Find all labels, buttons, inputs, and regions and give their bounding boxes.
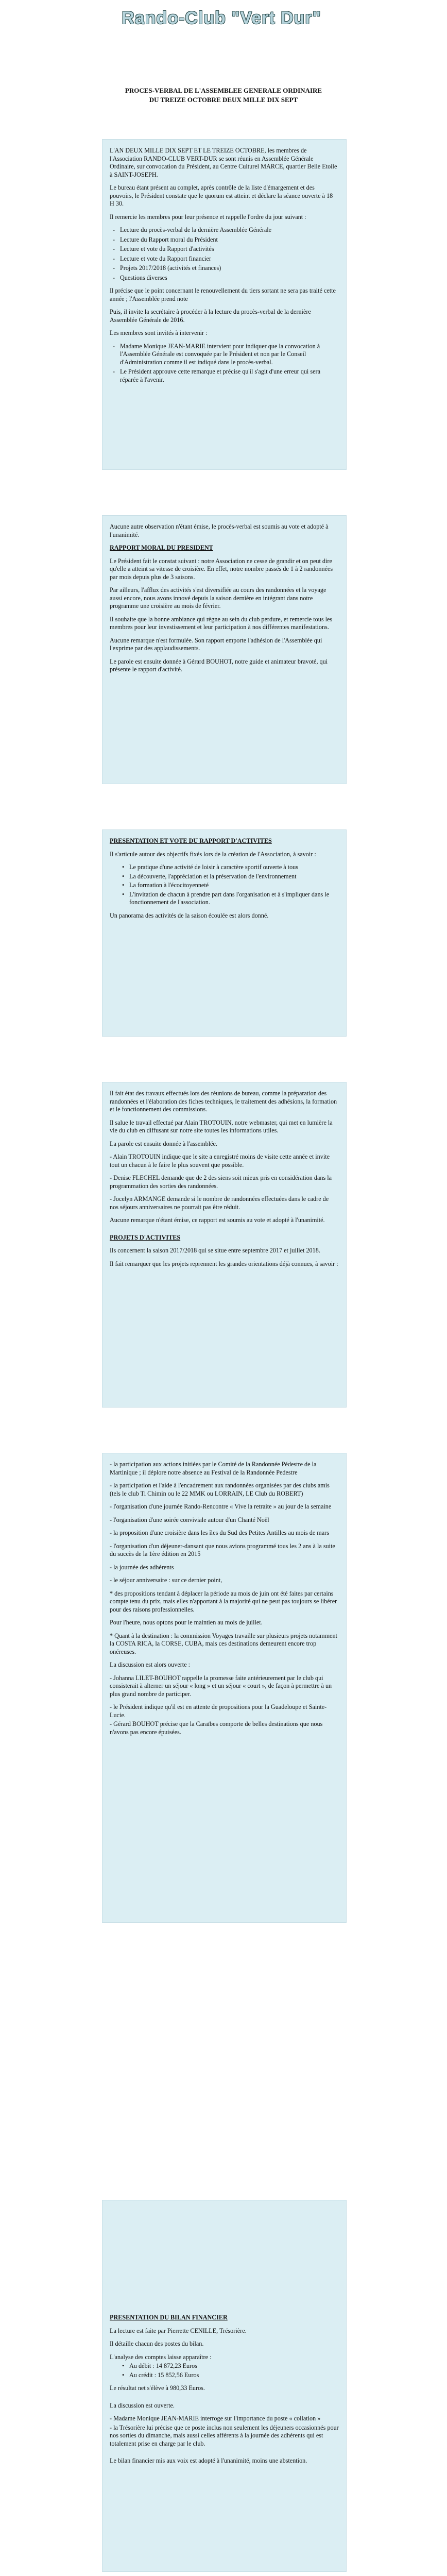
list-item: • Au crédit : 15 852,56 Euros bbox=[129, 2371, 339, 2380]
paragraph: Ils concernent la saison 2017/2018 qui se situe entre septembre 2017 et juillet 2018. bbox=[110, 1247, 320, 1254]
paragraph: - Madame Monique JEAN-MARIE interroge sur l'importance du poste « collation » bbox=[110, 2415, 321, 2422]
paragraph: Il remercie les membres pour leur présence et rappelle l'ordre du jour suivant : bbox=[110, 213, 306, 221]
paragraph: - la participation et l'aide à l'encadrement aux randonnées organisées par des clubs amis (tels le club Ti Chimin ou le 22 MMK ou LORRAIN, LE Club du ROBERT) bbox=[110, 1482, 330, 1497]
paragraph: Le bureau étant présent au complet, après contrôle de la liste d'émargement et des pouvoirs, le Président constate que le quorum est atteint et déclare la séance ouverte à 18 H 30. bbox=[110, 184, 333, 207]
paragraph: Les membres sont invités à intervenir : bbox=[110, 329, 208, 336]
paragraph: - l'organisation d'un déjeuner-dansant que nous avions programmé tous les 2 ans à la suite du succès de la 1ère édition en 2015 bbox=[110, 1542, 335, 1557]
paragraph: La discussion est alors ouverte : bbox=[110, 1661, 191, 1668]
paragraph: La lecture est faite par Pierrette CENILLE, Trésorière. bbox=[110, 2327, 247, 2334]
paragraph: - la proposition d'une croisière dans les îles du Sud des Petites Antilles au mois de mars bbox=[110, 1529, 329, 1536]
pv-title: PROCES-VERBAL DE L'ASSEMBLEE GENERALE ORDINAIRE bbox=[125, 87, 322, 94]
paragraph: L'analyse des comptes laisse apparaître : bbox=[110, 2353, 212, 2361]
paragraph: - la participation aux actions initiées par le Comité de la Randonnée Pédestre de la Martinique ; il déplore notre absence au Festival de la Randonnée Pedestre bbox=[110, 1461, 317, 1476]
list-item: - Lecture du procès-verbal de la dernière Assemblée Générale bbox=[120, 226, 339, 234]
list-item: • Au débit : 14 872,23 Euros bbox=[129, 2362, 339, 2370]
paragraph: * Quant à la destination : la commission Voyages travaille sur plusieurs projets notamment la COSTA RICA, la CORSE, CUBA, mais ces destinations demeurent encore trop onéreuses. bbox=[110, 1632, 337, 1655]
financial-report-section bbox=[102, 2200, 347, 2572]
paragraph: Pour l'heure, nous optons pour le maintien au mois de juillet. bbox=[110, 1619, 263, 1626]
paragraph: Le bilan financier mis aux voix est adopté à l'unanimité, moins une abstention. bbox=[110, 2457, 307, 2464]
paragraph: - Johanna LILET-BOUHOT rappelle la promesse faite antérieurement par le club qui consisterait à alterner un séjour « long » et un séjour « court », de façon à permettre à un plus grand nombre de participer. bbox=[110, 1674, 332, 1698]
list-item: - Lecture du Rapport moral du Président bbox=[120, 236, 339, 244]
paragraph: Il s'articule autour des objectifs fixés lors de la création de l'Association, à savoir : bbox=[110, 850, 316, 858]
club-title: Rando-Club "Vert Dur" bbox=[122, 8, 321, 28]
section-title: RAPPORT MORAL DU PRESIDENT bbox=[110, 544, 213, 551]
paragraph: - le Président indique qu'il est en attente de propositions pour la Guadeloupe et Sainte-Lucie. bbox=[110, 1703, 327, 1719]
list-item: • Le pratique d'une activité de loisir à caractère sportif ouverte à tous bbox=[129, 863, 339, 872]
list-item: - Questions diverses bbox=[120, 274, 339, 282]
list-item: - Madame Monique JEAN-MARIE intervient pour indiquer que la convocation à l'Assemblée Générale est convoquée par le Président et non par le Conseil d'Administration comme il est indiqué dans le procès-verbal. bbox=[120, 343, 339, 367]
paragraph: * des propositions tendant à déplacer la période au mois de juin ont été faites par certains compte tenu du prix, mais elles n'apportant à la majorité qui ne peut pas toujours se libérer pour des raisons professionnelles. bbox=[110, 1589, 337, 1613]
section-title: PRESENTATION DU BILAN FINANCIER bbox=[110, 2314, 228, 2321]
paragraph: Un panorama des activités de la saison écoulée est alors donné. bbox=[110, 911, 269, 919]
paragraph: Il fait état des travaux effectués lors des réunions de bureau, comme la préparation des randonnées et l'élaboration des fiches techniques, le traitement des adhésions, la formation et le fonctionnement des commissions. bbox=[110, 1090, 337, 1113]
section-title: PROJETS D'ACTIVITES bbox=[110, 1233, 181, 1241]
pv-date: DU TREIZE OCTOBRE DEUX MILLE DIX SEPT bbox=[149, 96, 298, 104]
list-item: • La découverte, l'appréciation et la préservation de l'environnement bbox=[129, 873, 339, 881]
paragraph: - la Trésorière lui précise que ce poste inclus non seulement les déjeuners occasionnés pour nos sorties du dimanche, mais aussi celles afférents à la journée des adhérents qui est totalement prise en charge par le club. bbox=[110, 2424, 339, 2447]
paragraph: Il précise que le point concernant le renouvellement du tiers sortant ne sera pas traité cette année ; l'Assemblée prend note bbox=[110, 287, 336, 302]
list-item: - Lecture et vote du Rapport financier bbox=[120, 255, 339, 263]
accounts-list bbox=[110, 2362, 339, 2379]
paragraph: - l'organisation d'une journée Rando-Rencontre « Vive la retraite » au jour de la semaine bbox=[110, 1503, 332, 1510]
moral-report-section bbox=[102, 515, 347, 784]
agenda-list bbox=[110, 226, 339, 282]
paragraph: Le Président fait le constat suivant : notre Association ne cesse de grandir et on peut dire qu'elle a atteint sa vitesse de croisière. En effet, notre nombre passés de 1 à 2 randonnées par mois depuis plus de 3 saisons. bbox=[110, 557, 333, 581]
paragraph: Aucune remarque n'est formulée. Son rapport emporte l'adhésion de l'Assemblée qui l'exprime par des applaudissements. bbox=[110, 636, 322, 652]
interventions-list bbox=[110, 343, 339, 384]
paragraph: - Gérard BOUHOT précise que la Caraïbes comporte de belles destinations que nous n'avons pas encore épuisées. bbox=[110, 1720, 323, 1736]
paragraph: Aucune autre observation n'étant émise, le procès-verbal est soumis au vote et adopté à l'unanimité. bbox=[110, 523, 329, 538]
paragraph: L'AN DEUX MILLE DIX SEPT ET LE TREIZE OCTOBRE, les membres de l'Association RANDO-CLUB VERT-DUR se sont réunis en Assemblée Générale Ordinaire, sur convocation du Président, au Centre Culturel MARCE, quartier Belle Etoile à SAINT-JOSEPH. bbox=[110, 147, 337, 178]
list-item: - Projets 2017/2018 (activités et finances) bbox=[120, 264, 339, 273]
paragraph: - la journée des adhérents bbox=[110, 1563, 174, 1571]
paragraph: - le séjour anniversaire : sur ce dernier point, bbox=[110, 1577, 222, 1584]
document-header bbox=[88, 5, 355, 61]
activity-discussion-section bbox=[102, 1082, 347, 1408]
paragraph: Il souhaite que la bonne ambiance qui règne au sein du club perdure, et remercie tous les membres pour leur investissement et leur participation à nos différentes manifestations. bbox=[110, 615, 333, 631]
activity-report-section bbox=[102, 829, 347, 1037]
paragraph: Il détaille chacun des postes du bilan. bbox=[110, 2340, 204, 2347]
paragraph: Le résultat net s'élève à 980,33 Euros. bbox=[110, 2384, 205, 2392]
paragraph: - l'organisation d'une soirée conviviale autour d'un Chanté Noël bbox=[110, 1516, 269, 1523]
paragraph: Aucune remarque n'étant émise, ce rapport est soumis au vote et adopté à l'unanimité. bbox=[110, 1216, 325, 1224]
paragraph: - Alain TROTOUIN indique que le site a enregistré moins de visite cette année et invite tout un chacun à le faire le plus souvent que possible. bbox=[110, 1153, 330, 1168]
list-item: • L'invitation de chacun à prendre part dans l'organisation et à s'impliquer dans le fonctionnement de l'association. bbox=[129, 891, 339, 907]
list-item: • La formation à l'écocitoyenneté bbox=[129, 882, 339, 890]
projects-section bbox=[102, 1453, 347, 1923]
paragraph: Par ailleurs, l'afflux des activités s'est diversifiée au cours des randonnées et la voyage aussi encore, nous avons innové depuis la saison dernière en intégrant dans notre programme une croisière au mois de février. bbox=[110, 586, 326, 609]
paragraph: Il fait remarquer que les projets reprennent les grandes orientations déjà connues, à savoir : bbox=[110, 1260, 338, 1267]
section-title: PRESENTATION ET VOTE DU RAPPORT D'ACTIVITES bbox=[110, 837, 272, 844]
paragraph: - Denise FLECHEL demande que de 2 des siens soit mieux pris en considération dans la programmation des sorties des randonnées. bbox=[110, 1174, 332, 1190]
list-item: - Le Président approuve cette remarque et précise qu'il s'agit d'une erreur qui sera réparée à l'avenir. bbox=[120, 368, 339, 384]
paragraph: Puis, il invite la secrétaire à procéder à la lecture du procès-verbal de la dernière Assemblée Générale de 2016. bbox=[110, 308, 311, 324]
objectives-list bbox=[110, 863, 339, 907]
opening-section bbox=[102, 139, 347, 470]
paragraph: Le parole est ensuite donnée à Gérard BOUHOT, notre guide et animateur bravoté, qui présente le rapport d'activité. bbox=[110, 657, 328, 673]
paragraph: La parole est ensuite donnée à l'assemblée. bbox=[110, 1140, 217, 1147]
paragraph: La discussion est ouverte. bbox=[110, 2401, 175, 2409]
paragraph: - Jocelyn ARMANGE demande si le nombre de randonnées effectuées dans le cadre de nos séjours anniversaires ne pourrait pas être réduit. bbox=[110, 1195, 329, 1211]
paragraph: Il salue le travail effectué par Alain TROTOUIN, notre webmaster, qui met en lumière la vie du club en diffusant sur notre site toutes les informations utiles. bbox=[110, 1118, 333, 1134]
list-item: - Lecture et vote du Rapport d'activités bbox=[120, 245, 339, 253]
